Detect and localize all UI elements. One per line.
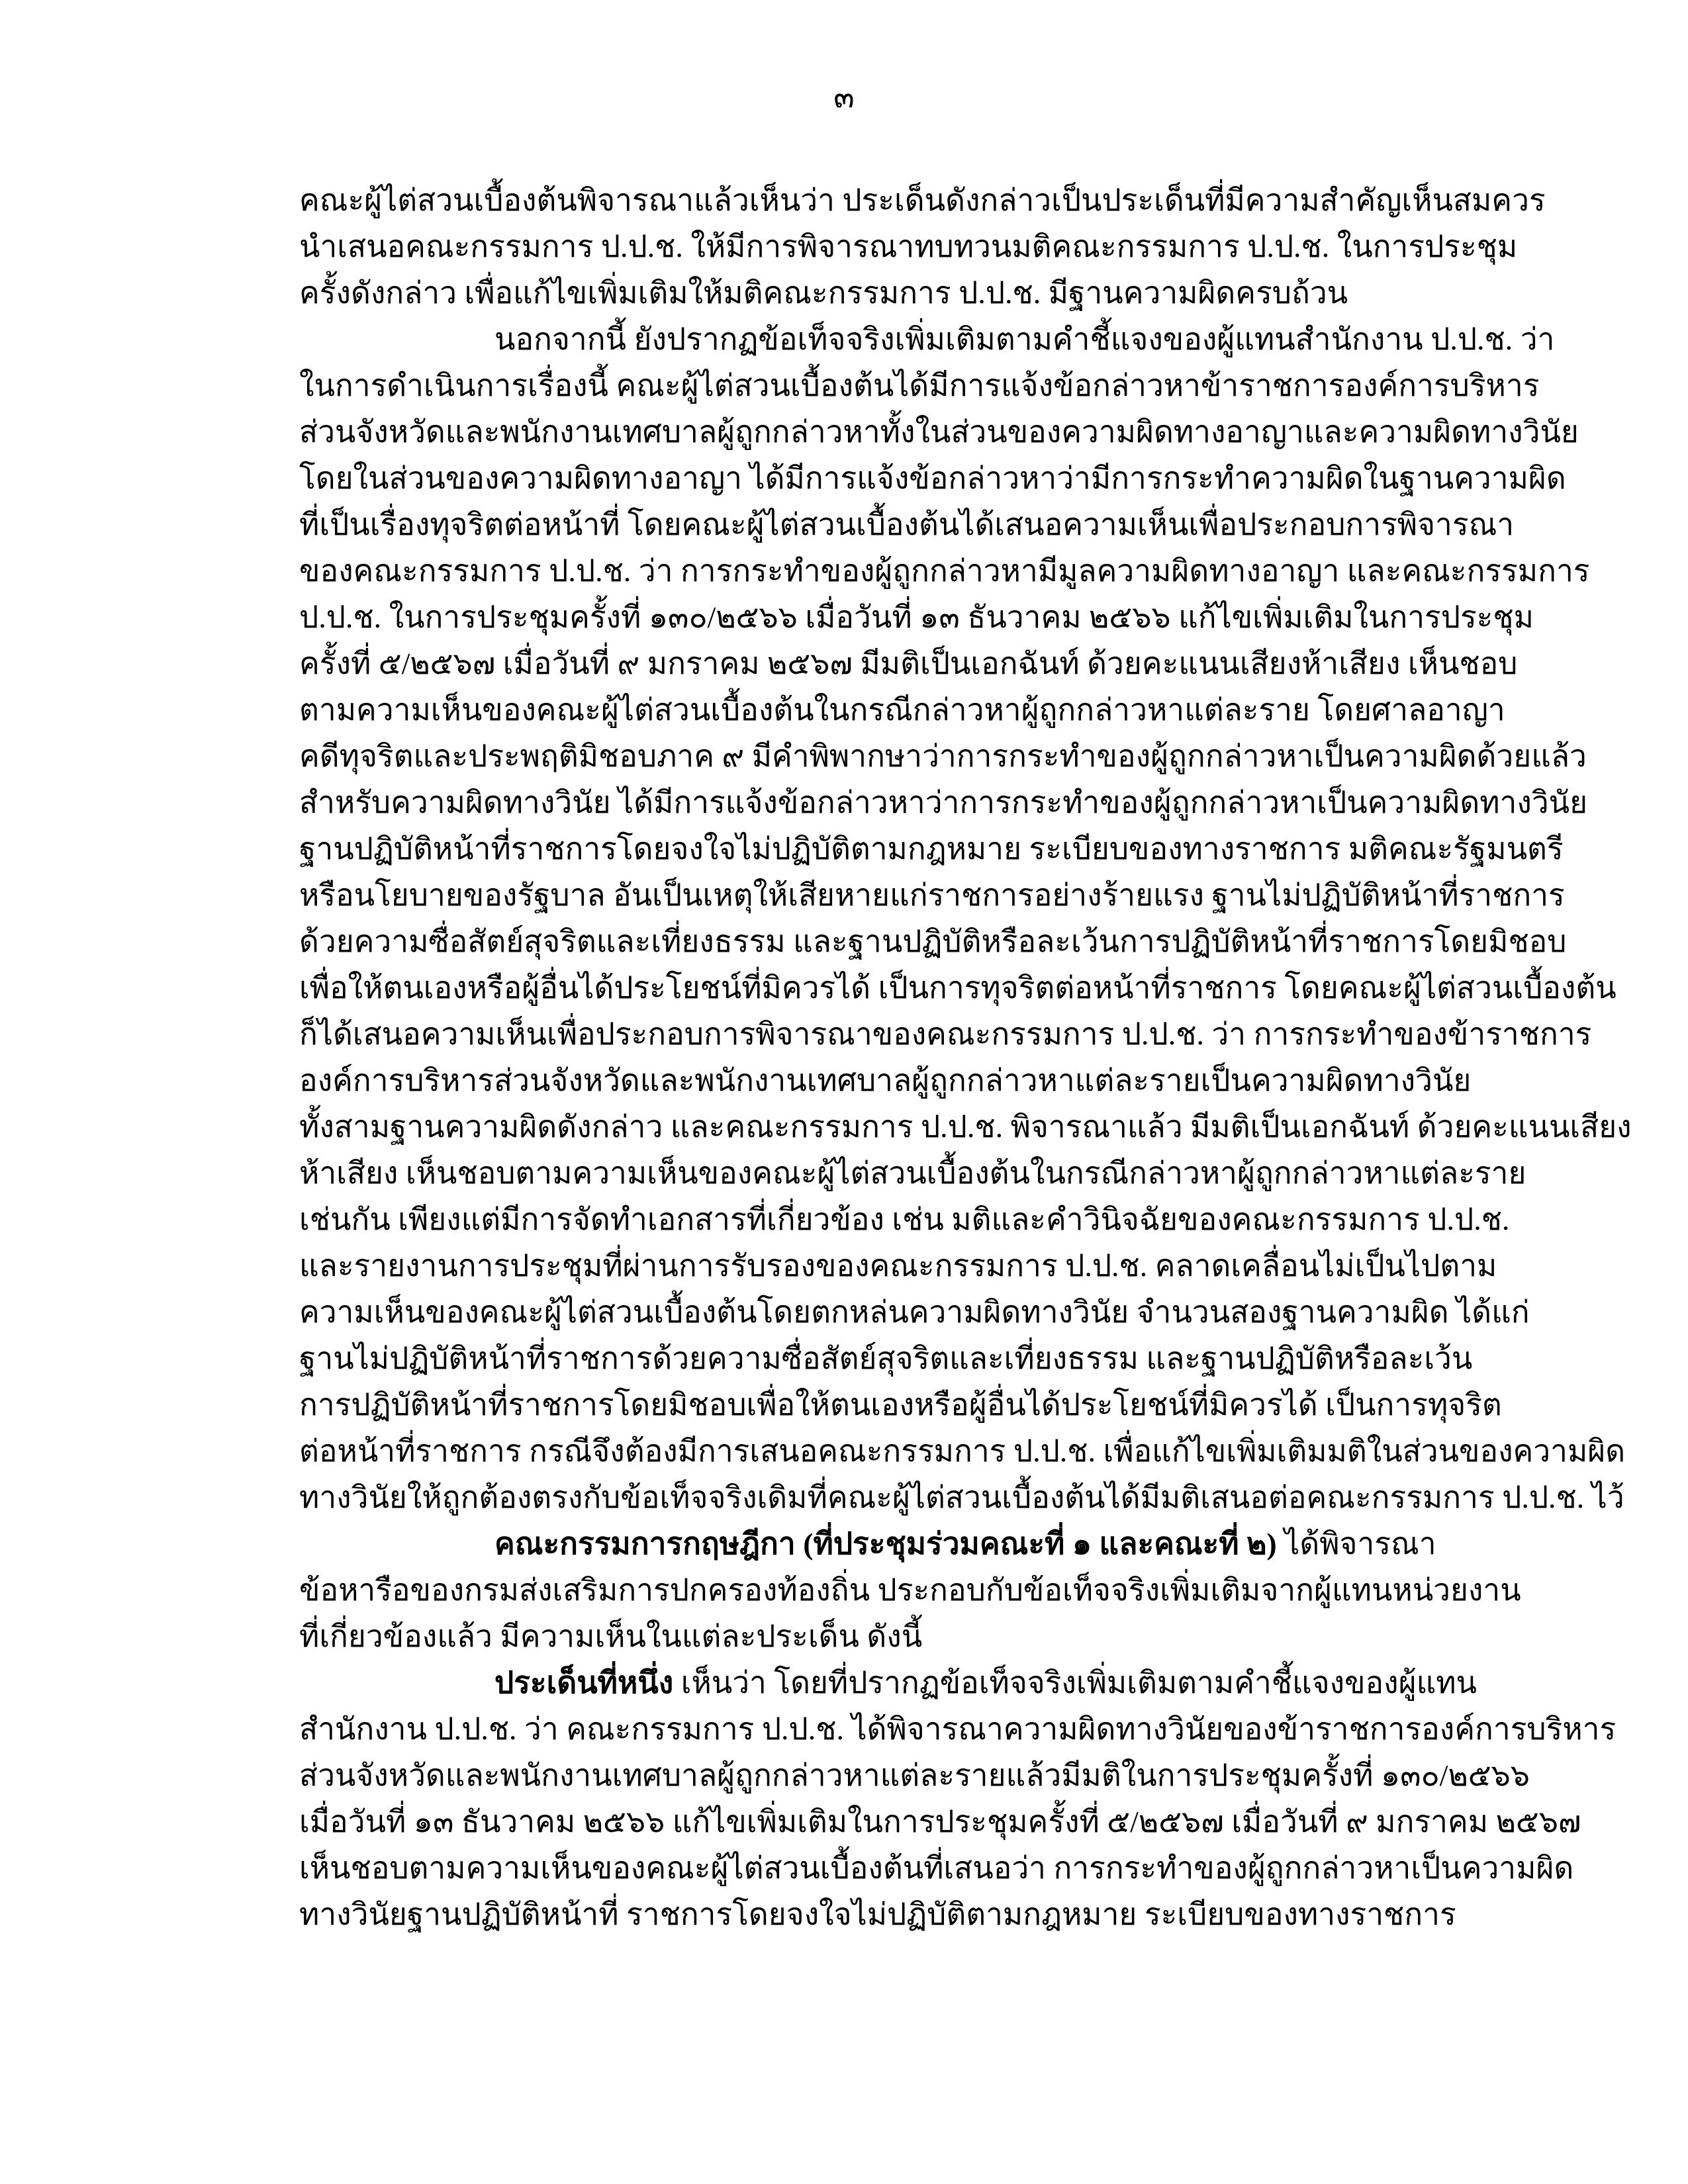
text-line: ที่เกี่ยวข้องแล้ว มีความเห็นในแต่ละประเด็น ดังนี้ xyxy=(299,1619,923,1653)
text-line: ข้อหารือของกรมส่งเสริมการปกครองท้องถิ่น ประกอบกับข้อเท็จจริงเพิ่มเติมจากผู้แทนหน่วยงาน xyxy=(299,1573,1521,1607)
text-line: ก็ได้เสนอความเห็นเพื่อประกอบการพิจารณาของคณะกรรมการ ป.ป.ช. ว่า การกระทำของข้าราชการ xyxy=(299,1017,1592,1051)
text-line: การปฏิบัติหน้าที่ราชการโดยมิชอบเพื่อให้ตนเองหรือผู้อื่นได้ประโยชน์ที่มิควรได้ เป็นการทุจริต xyxy=(299,1388,1502,1422)
text-line: นอกจากนี้ ยังปรากฏข้อเท็จจริงเพิ่มเติมตามคำชี้แจงของผู้แทนสำนักงาน ป.ป.ช. ว่า xyxy=(494,322,1555,356)
bold-lead-text: คณะกรรมการกฤษฎีกา (ที่ประชุมร่วมคณะที่ ๑ และคณะที่ ๒) xyxy=(494,1527,1277,1561)
text-line: นำเสนอคณะกรรมการ ป.ป.ช. ให้มีการพิจารณาทบทวนมติคณะกรรมการ ป.ป.ช. ในการประชุม xyxy=(299,230,1518,263)
text-line: ส่วนจังหวัดและพนักงานเทศบาลผู้ถูกกล่าวหาแต่ละรายแล้วมีมติในการประชุมครั้งที่ ๑๓๐/๒๕๖๖ xyxy=(299,1758,1530,1792)
text-line: เมื่อวันที่ ๑๓ ธันวาคม ๒๕๖๖ แก้ไขเพิ่มเติมในการประชุมครั้งที่ ๕/๒๕๖๗ เมื่อวันที่ ๙ มกราคม ๒๕๖๗ xyxy=(299,1805,1581,1839)
text-line: ทางวินัยให้ถูกต้องตรงกับข้อเท็จจริงเดิมที่คณะผู้ไต่สวนเบื้องต้นได้มีมติเสนอต่อคณะกรรมการ ป.ป.ช. ไว้ xyxy=(299,1480,1624,1514)
text-line: ความเห็นของคณะผู้ไต่สวนเบื้องต้นโดยตกหล่นความผิดทางวินัย จำนวนสองฐานความผิด ได้แก่ xyxy=(299,1295,1530,1329)
page-number: ๓ xyxy=(833,80,855,114)
text-line: ฐานปฏิบัติหน้าที่ราชการโดยจงใจไม่ปฏิบัติตามกฎหมาย ระเบียบของทางราชการ มติคณะรัฐมนตรี xyxy=(299,832,1564,866)
text-line: ครั้งที่ ๕/๒๕๖๗ เมื่อวันที่ ๙ มกราคม ๒๕๖๗ มีมติเป็นเอกฉันท์ ด้วยคะแนนเสียงห้าเสียง เห็นชอบ xyxy=(299,647,1518,680)
text-line: คณะผู้ไต่สวนเบื้องต้นพิจารณาแล้วเห็นว่า ประเด็นดังกล่าวเป็นประเด็นที่มีความสำคัญเห็นสมควร xyxy=(299,183,1546,217)
text-line: ป.ป.ช. ในการประชุมครั้งที่ ๑๓๐/๒๕๖๖ เมื่อวันที่ ๑๓ ธันวาคม ๒๕๖๖ แก้ไขเพิ่มเติมในการประชุม xyxy=(299,600,1534,634)
text-line: ต่อหน้าที่ราชการ กรณีจึงต้องมีการเสนอคณะกรรมการ ป.ป.ช. เพื่อแก้ไขเพิ่มเติมมติในส่วนของความผิด xyxy=(299,1434,1626,1468)
text-line: คดีทุจริตและประพฤติมิชอบภาค ๙ มีคำพิพากษาว่าการกระทำของผู้ถูกกล่าวหาเป็นความผิดด้วยแล้ว xyxy=(299,739,1587,773)
text-line: องค์การบริหารส่วนจังหวัดและพนักงานเทศบาลผู้ถูกกล่าวหาแต่ละรายเป็นความผิดทางวินัย xyxy=(299,1064,1472,1097)
text-line: และรายงานการประชุมที่ผ่านการรับรองของคณะกรรมการ ป.ป.ช. คลาดเคลื่อนไม่เป็นไปตาม xyxy=(299,1249,1497,1283)
text-line: ครั้งดังกล่าว เพื่อแก้ไขเพิ่มเติมให้มติคณะกรรมการ ป.ป.ช. มีฐานความผิดครบถ้วน xyxy=(299,276,1348,310)
text-line: ส่วนจังหวัดและพนักงานเทศบาลผู้ถูกกล่าวหาทั้งในส่วนของความผิดทางอาญาและความผิดทางวินัย xyxy=(299,415,1579,449)
text-line: สำนักงาน ป.ป.ช. ว่า คณะกรรมการ ป.ป.ช. ได้พิจารณาความผิดทางวินัยของข้าราชการองค์การบริหาร xyxy=(299,1712,1617,1746)
text-line: ทั้งสามฐานความผิดดังกล่าว และคณะกรรมการ ป.ป.ช. พิจารณาแล้ว มีมติเป็นเอกฉันท์ ด้วยคะแนนเสียง xyxy=(299,1110,1632,1144)
text-line: ที่เป็นเรื่องทุจริตต่อหน้าที่ โดยคณะผู้ไต่สวนเบื้องต้นได้เสนอความเห็นเพื่อประกอบการพิจารณา xyxy=(299,508,1515,541)
text-line: เพื่อให้ตนเองหรือผู้อื่นได้ประโยชน์ที่มิควรได้ เป็นการทุจริตต่อหน้าที่ราชการ โดยคณะผู้ไต่สวนเบื้องต้น xyxy=(299,971,1617,1005)
text-line: ตามความเห็นของคณะผู้ไต่สวนเบื้องต้นในกรณีกล่าวหาผู้ถูกกล่าวหาแต่ละราย โดยศาลอาญา xyxy=(299,693,1505,727)
text-line: คณะกรรมการกฤษฎีกา (ที่ประชุมร่วมคณะที่ ๑ และคณะที่ ๒) ได้พิจารณา xyxy=(494,1527,1436,1561)
text-line: โดยในส่วนของความผิดทางอาญา ได้มีการแจ้งข้อกล่าวหาว่ามีการกระทำความผิดในฐานความผิด xyxy=(299,461,1566,495)
bold-lead-text: ประเด็นที่หนึ่ง xyxy=(494,1666,674,1700)
text-line: ด้วยความซื่อสัตย์สุจริตและเที่ยงธรรม และฐานปฏิบัติหรือละเว้นการปฏิบัติหน้าที่ราชการโดยมิชอบ xyxy=(299,925,1567,958)
text-line: ฐานไม่ปฏิบัติหน้าที่ราชการด้วยความซื่อสัตย์สุจริตและเที่ยงธรรม และฐานปฏิบัติหรือละเว้น xyxy=(299,1342,1473,1375)
document-body xyxy=(299,177,1632,1938)
text-line: เห็นชอบตามความเห็นของคณะผู้ไต่สวนเบื้องต้นที่เสนอว่า การกระทำของผู้ถูกกล่าวหาเป็นความผิด xyxy=(299,1851,1574,1885)
text-line: สำหรับความผิดทางวินัย ได้มีการแจ้งข้อกล่าวหาว่าการกระทำของผู้ถูกกล่าวหาเป็นความผิดทางวินัย xyxy=(299,786,1588,819)
text-line: เช่นกัน เพียงแต่มีการจัดทำเอกสารที่เกี่ยวข้อง เช่น มติและคำวินิจฉัยของคณะกรรมการ ป.ป.ช. xyxy=(299,1203,1510,1236)
text-line: ของคณะกรรมการ ป.ป.ช. ว่า การกระทำของผู้ถูกกล่าวหามีมูลความผิดทางอาญา และคณะกรรมการ xyxy=(299,554,1590,588)
text-line: ในการดำเนินการเรื่องนี้ คณะผู้ไต่สวนเบื้องต้นได้มีการแจ้งข้อกล่าวหาข้าราชการองค์การบริหาร xyxy=(299,369,1540,402)
text-line: ประเด็นที่หนึ่ง เห็นว่า โดยที่ปรากฏข้อเท็จจริงเพิ่มเติมตามคำชี้แจงของผู้แทน xyxy=(494,1666,1477,1700)
text-line: ทางวินัยฐานปฏิบัติหน้าที่ ราชการโดยจงใจไม่ปฏิบัติตามกฎหมาย ระเบียบของทางราชการ xyxy=(299,1897,1456,1931)
text-line: หรือนโยบายของรัฐบาล อันเป็นเหตุให้เสียหายแก่ราชการอย่างร้ายแรง ฐานไม่ปฏิบัติหน้าที่ราชการ xyxy=(299,878,1565,912)
text-line: ห้าเสียง เห็นชอบตามความเห็นของคณะผู้ไต่สวนเบื้องต้นในกรณีกล่าวหาผู้ถูกกล่าวหาแต่ละราย xyxy=(299,1156,1526,1190)
